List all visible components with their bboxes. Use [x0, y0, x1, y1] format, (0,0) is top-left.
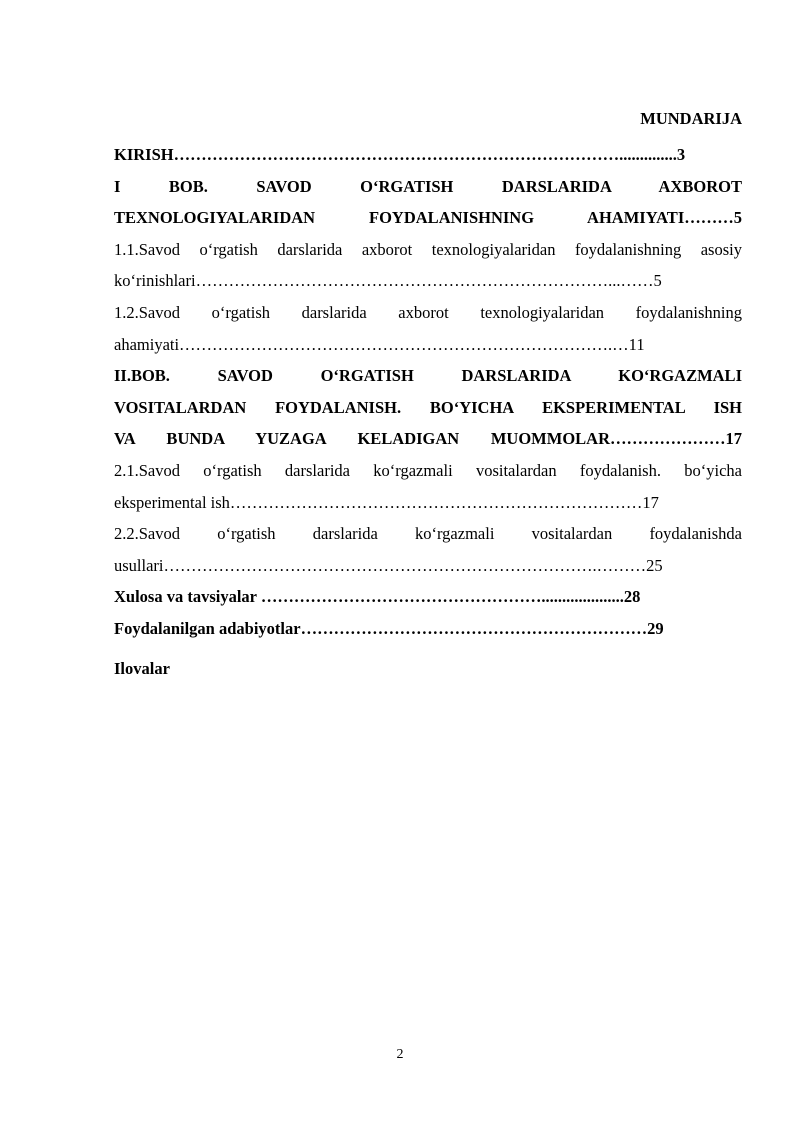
toc-entry-conclusion: Xulosa va tavsiyalar ……………………………………………....................28 — [114, 587, 641, 607]
toc-entry-chapter-2-line-1: II.BOB. SAVOD O‘RGATISH DARSLARIDA KO‘RGAZMALI — [114, 366, 742, 386]
toc-entry-2-1-line-2: eksperimental ish…………………………………………………………………17 — [114, 492, 659, 512]
toc-entry-2-2-line-1: 2.2.Savod o‘rgatish darslarida ko‘rgazmali vositalardan foydalanishda — [114, 524, 742, 544]
toc-entry-chapter-1-line-2: TEXNOLOGIYALARIDAN FOYDALANISHNING AHAMIYATI………5 — [114, 208, 742, 228]
toc-entry-references: Foydalanilgan adabiyotlar………………………………………………………29 — [114, 618, 664, 638]
toc-entry-appendices: Ilovalar — [114, 658, 170, 678]
page-title: MUNDARIJA — [640, 109, 742, 128]
toc-entry-kirish: KIRISH………………………………………………………………………..............3 — [114, 145, 686, 164]
toc-entry-1-1-line-2: ko‘rinishlari…………………………………………………………………...……5 — [114, 271, 662, 291]
toc-entry-1-2-line-2: ahamiyati…………………………………………………………………….…11 — [114, 334, 645, 354]
toc-entry-2-1-line-1: 2.1.Savod o‘rgatish darslarida ko‘rgazmali vositalardan foydalanish. bo‘yicha — [114, 460, 742, 480]
table-of-contents — [114, 139, 742, 684]
page-number: 2 — [396, 1047, 404, 1062]
toc-entry-chapter-2-line-3: VA BUNDA YUZAGA KELADIGAN MUOMMOLAR…………………17 — [114, 429, 742, 449]
toc-entry-chapter-2-line-2: VOSITALARDAN FOYDALANISH. BO‘YICHA EKSPERIMENTAL ISH — [114, 397, 742, 417]
toc-spacer — [114, 645, 742, 653]
toc-entry-chapter-1-line-1: I BOB. SAVOD O‘RGATISH DARSLARIDA AXBOROT — [114, 176, 742, 196]
toc-entry-1-2-line-1: 1.2.Savod o‘rgatish darslarida axborot texnologiyalaridan foydalanishning — [114, 302, 742, 322]
toc-entry-1-1-line-1: 1.1.Savod o‘rgatish darslarida axborot texnologiyalaridan foydalanishning asosiy — [114, 239, 742, 259]
toc-entry-2-2-line-2: usullari…………………………………………………………………….………25 — [114, 555, 663, 575]
